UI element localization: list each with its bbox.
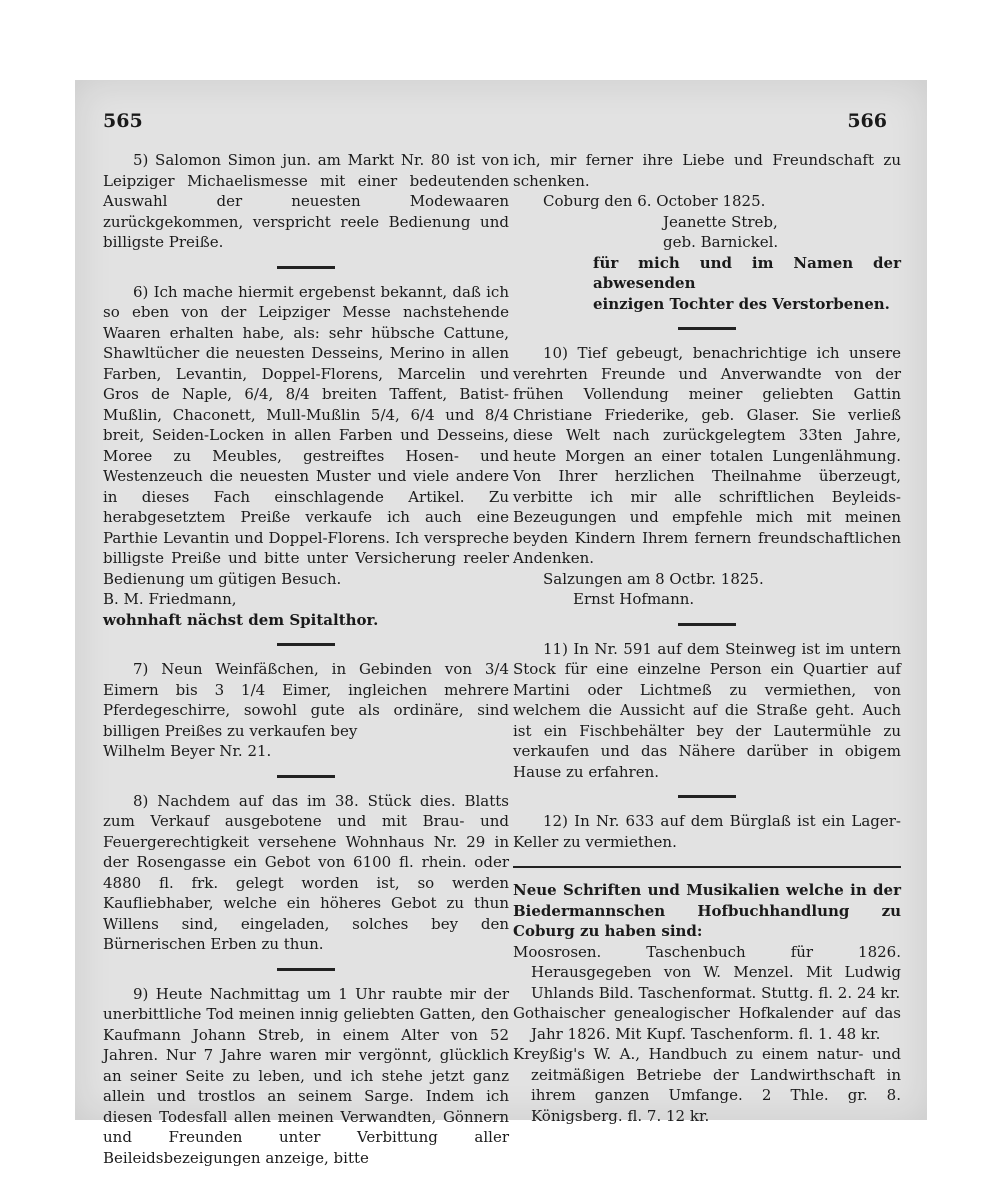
ad-10-text: 10) Tief gebeugt, benachrichtige ich unsere verehrten Freunde und Anverwandte von der frühen Vollendung meiner geliebten Gattin Christiane Friederike, geb. Glaser. Sie verließ diese Welt nach zurückgelegtem 33ten Jahre, heute Morgen an einer totalen Lungenlähmung. Von Ihrer herzlichen Theilnahme überzeugt, verbitte ich mir alle schriftlichen Beyleids-Bezeugungen und empfehle mich mit meinen beyden Kindern Ihrem fernern freundschaftlichen Andenken. (513, 344, 901, 567)
page-number-right: 566 (847, 110, 887, 132)
ad-10-date: Salzungen am 8 Octbr. 1825. (543, 569, 764, 588)
ad-7-text: 7) Neun Weinfäßchen, in Gebinden von 3/4 Eimern bis 3 1/4 Eimer, ingleichen mehrere Pferdegeschirre, sowohl gute als ordinäre, sind billigen Preißes zu verkaufen bey (103, 660, 509, 740)
ad-9-signature-line4: einzigen Tochter des Verstorbenen. (593, 294, 890, 313)
separator-rule (678, 795, 736, 798)
right-column (513, 150, 901, 1126)
ad-6-signature-address: wohnhaft nächst dem Spitalthor. (103, 610, 379, 629)
ad-12-text: 12) In Nr. 633 auf dem Bürglaß ist ein Lager-Keller zu vermiethen. (513, 812, 901, 851)
book-entry: Gothaischer genealogischer Hofkalender auf das Jahr 1826. Mit Kupf. Taschenform. fl. 1. 48 kr. (513, 1004, 901, 1043)
ad-8 (103, 791, 509, 955)
book-entry: Kreyßig's W. A., Handbuch zu einem natur- und zeitmäßigen Betriebe der Landwirthschaft in ihrem ganzen Umfange. 2 Thle. gr. 8. Königsberg. fl. 7. 12 kr. (513, 1045, 901, 1125)
separator-rule (678, 623, 736, 626)
ad-6 (103, 282, 509, 631)
book-entry: Moosrosen. Taschenbuch für 1826. Herausgegeben von W. Menzel. Mit Ludwig Uhlands Bild. Taschenformat. Stuttg. fl. 2. 24 kr. (513, 942, 901, 1002)
ad-9-date: Coburg den 6. October 1825. (543, 192, 766, 210)
left-column (103, 150, 509, 1168)
separator-rule (678, 327, 736, 330)
ad-9-text: 9) Heute Nachmittag um 1 Uhr raubte mir der unerbittliche Tod meinen innig geliebten Gatten, den Kaufmann Johann Streb, in einem Alter von 52 Jahren. Nur 7 Jahre waren mir vergönnt, glücklich an seiner Seite zu leben, und ich stehe jetzt ganz allein und trostlos an seinem Sarge. Indem ich diesen Todesfall allen meinen Verwandten, Gönnern und Freunden unter Verbittung aller Beileidsbezeigungen anzeige, bitte (103, 984, 509, 1167)
ad-9-signature-maiden: geb. Barnickel. (663, 233, 779, 251)
ad-10 (513, 343, 901, 610)
separator-rule (277, 266, 335, 269)
ad-9-continued-text: ich, mir ferner ihre Liebe und Freundschaft zu schenken. (513, 151, 901, 190)
ad-7 (103, 659, 509, 762)
ad-9-signature-line3: für mich und im Namen der abwesenden (593, 253, 901, 292)
page-number-left: 565 (103, 110, 143, 132)
ad-11-text: 11) In Nr. 591 auf dem Steinweg ist im untern Stock für eine einzelne Person ein Quartier auf Martini oder Lichtmeß zu vermiethen, von welchem die Aussicht auf die Straße geht. Auch ist ein Fischbehälter bey der Lautermühle zu verkaufen und das Nähere darüber in obigem Hause zu erfahren. (513, 639, 901, 781)
ad-5-text: 5) Salomon Simon jun. am Markt Nr. 80 ist von Leipziger Michaelismesse mit einer bedeutenden Auswahl der neuesten Modewaaren zurückgekommen, verspricht reele Bedienung und billigste Preiße. (103, 151, 509, 251)
ad-9-signature-name: Jeanette Streb, (663, 212, 778, 231)
book-listing (513, 880, 901, 1126)
section-divider (513, 866, 901, 868)
newspaper-page (75, 80, 927, 1167)
ad-5 (103, 150, 509, 253)
ad-9 (103, 984, 509, 1169)
separator-rule (277, 775, 335, 778)
book-listing-heading: Neue Schriften und Musikalien welche in der Biedermannschen Hofbuchhandlung zu Coburg zu haben sind: (513, 881, 901, 940)
ad-10-signature: Ernst Hofmann. (573, 590, 695, 608)
ad-6-text: 6) Ich mache hiermit ergebenst bekannt, daß ich so eben von der Leipziger Messe nachstehende Waaren erhalten habe, als: sehr hübsche Cattune, Shawltücher die neuesten Desseins, Merino in allen Farben, Levantin, Doppel-Florens, Marcelin und Gros de Naple, 6/4, 8/4 breiten Taffent, Batist-Mußlin, Chaconett, Mull-Mußlin 5/4, 6/4 und 8/4 breit, Seiden-Locken in allen Farben und Desseins, Moree zu Meubles, gestreiftes Hosen- und Westenzeuch die neuesten Muster und viele andere in dieses Fach einschlagende Artikel. Zu herabgesetztem Preiße verkaufe ich auch eine Parthie Levantin und Doppel-Florens. Ich verspreche billigste Preiße und bitte unter Versicherung reeler Bedienung um gütigen Besuch. (103, 282, 509, 588)
ad-12 (513, 811, 901, 852)
ad-7-signature: Wilhelm Beyer Nr. 21. (103, 742, 272, 760)
ad-6-signature-name: B. M. Friedmann, (103, 590, 237, 608)
ad-8-text: 8) Nachdem auf das im 38. Stück dies. Blatts zum Verkauf ausgebotene und mit Brau- und Feuergerechtigkeit versehene Wohnhaus Nr. 29 in der Rosengasse ein Gebot von 6100 fl. rhein. oder 4880 fl. frk. gelegt worden ist, so werden Kaufliebhaber, welche ein höheres Gebot zu thun Willens sind, eingeladen, solches bey den Bürnerischen Erben zu thun. (103, 791, 509, 953)
separator-rule (277, 643, 335, 646)
separator-rule (277, 968, 335, 971)
ad-9-continued (513, 150, 901, 314)
ad-11 (513, 639, 901, 783)
